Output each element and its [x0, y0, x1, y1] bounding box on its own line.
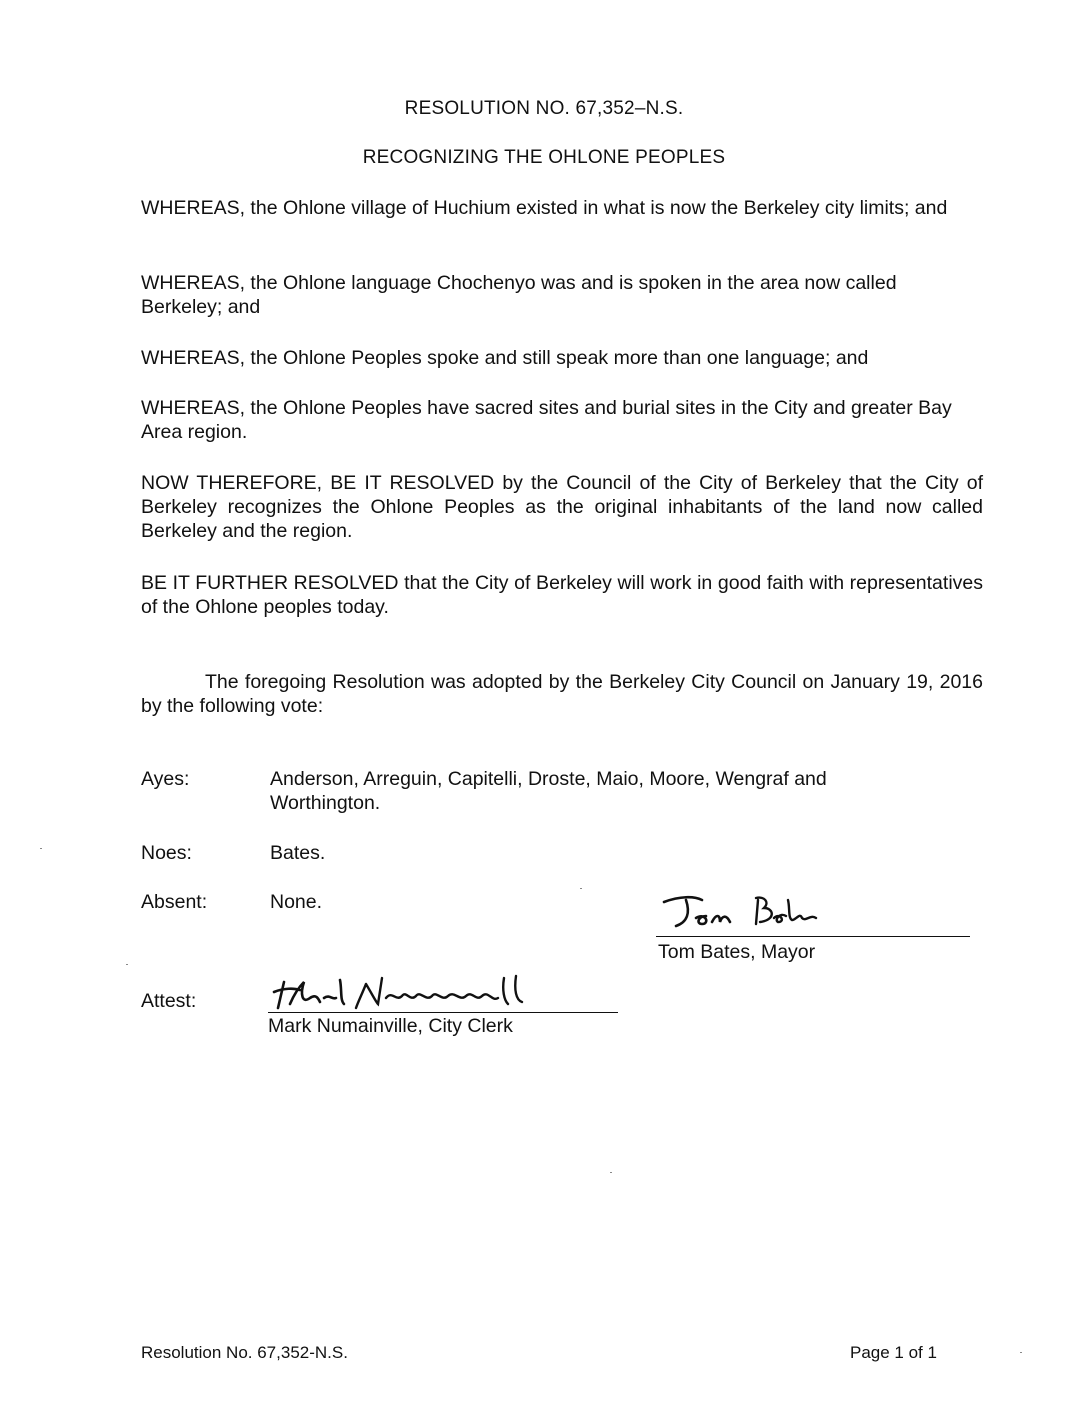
footer-resolution-number: Resolution No. 67,352-N.S.	[141, 1343, 348, 1362]
ayes-value: Anderson, Arreguin, Capitelli, Droste, Maio, Moore, Wengraf and Worthington.	[270, 768, 827, 814]
absent-value: None.	[270, 891, 323, 913]
scan-speck	[610, 1172, 612, 1173]
mayor-signature-line	[656, 936, 970, 937]
whereas-paragraph-4: WHEREAS, the Ohlone Peoples have sacred sites and burial sites in the City and greater Bay Area region.	[141, 397, 952, 443]
noes-value: Bates.	[270, 842, 326, 864]
whereas-paragraph-2: WHEREAS, the Ohlone language Chochenyo was and is spoken in the area now called Berkeley; and	[141, 272, 897, 318]
further-resolved-paragraph: BE IT FURTHER RESOLVED that the City of Berkeley will work in good faith with representatives of the Ohlone peoples today.	[141, 572, 983, 618]
resolution-title: RECOGNIZING THE OHLONE PEOPLES	[362, 147, 726, 168]
whereas-paragraph-3: WHEREAS, the Ohlone Peoples spoke and still speak more than one language; and	[141, 347, 869, 369]
scan-speck	[40, 848, 42, 849]
mayor-caption: Tom Bates, Mayor	[658, 941, 816, 963]
mayor-signature	[660, 888, 830, 938]
noes-label: Noes:	[141, 842, 192, 864]
whereas-paragraph-1: WHEREAS, the Ohlone village of Huchium existed in what is now the Berkeley city limits; and	[141, 197, 948, 219]
clerk-signature	[270, 968, 560, 1018]
footer-page-number: Page 1 of 1	[850, 1343, 937, 1362]
ayes-label: Ayes:	[141, 768, 190, 790]
absent-label: Absent:	[141, 891, 208, 913]
resolution-number: RESOLUTION NO. 67,352–N.S.	[404, 98, 684, 119]
attest-label: Attest:	[141, 990, 197, 1012]
clerk-caption: Mark Numainville, City Clerk	[268, 1015, 513, 1037]
adoption-paragraph: The foregoing Resolution was adopted by the Berkeley City Council on January 19, 2016 by the following vote:	[141, 671, 983, 717]
clerk-signature-line	[268, 1012, 618, 1013]
scan-speck	[1020, 1352, 1022, 1353]
scan-speck	[126, 964, 128, 965]
resolved-paragraph: NOW THEREFORE, BE IT RESOLVED by the Council of the City of Berkeley that the City of Berkeley recognizes the Ohlone Peoples as the original inhabitants of the land now called Berkeley and the region.	[141, 472, 983, 542]
scan-speck	[580, 888, 582, 889]
